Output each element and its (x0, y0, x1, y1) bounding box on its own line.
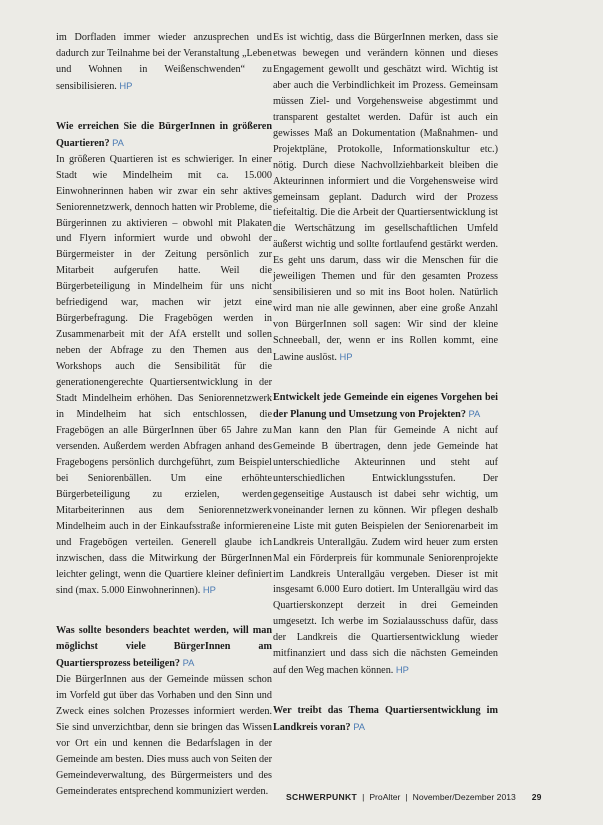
question-text: Wer treibt das Thema Quartiersentwicklung im Landkreis voran? (273, 705, 498, 734)
right-column (273, 30, 498, 736)
speaker-tag: PA (112, 136, 124, 148)
answer-text: Die BürgerInnen aus der Gemeinde müssen schon im Vorfeld gut über das Vorhaben und den Sinn und Zweck eines solchen Prozesses informiert werden. Sie sind unverzichtbar, denn sie bringen das Wissen vor Ort ein und kennen die Bedarfslagen in der Gemeinde am besten. Dies muss auch von Seiten der Gemeindeverwaltung, des Bürgermeisters und des Gemeinderates entsprechend kommuniziert werden. (56, 674, 272, 797)
interview-answer (56, 672, 272, 800)
speaker-tag: HP (119, 79, 133, 91)
speaker-tag: HP (339, 351, 353, 363)
question-text: Entwickelt jede Gemeinde ein eigenes Vorgehen bei der Planung und Umsetzung von Projekten? (273, 392, 498, 420)
left-column (56, 30, 272, 800)
answer-text: In größeren Quartieren ist es schwieriger. In einer Stadt wie Mindelheim mit ca. 15.000 Einwohnerinnen haben wir zwar ein sehr aktives Seniorennetzwerk, dennoch hatten wir Probleme, die Bürgerinnen zu aktivieren – obwohl mit Plakaten und Flyern informiert wurde und obwohl der Bürgermeister in der Zeitung persönlich zur Mitarbeit aufgerufen hatte. Weil die Bürgerbeteiligung in Mindelheim für uns nicht befriedigend war, machen wir jetzt eine Bürgerbefragung. Die Fragebögen werden in Zusammenarbeit mit der AfA erstellt und sollen neben der Abfrage zu den Themen aus den Workshops auch die Sensibilität für die generationengerechte Quartiersentwicklung in der Stadt Mindelheim erhöhen. Das Seniorennetzwerk in Mindelheim hat sich entschlossen, die Fragebögen an alle BürgerInnen über 65 Jahre zu versenden. Außerdem werden Abfragen anhand des Fragebogens persönlich durchgeführt, zum Beispiel bei Seniorenbällen. Um eine erhöhte Bürgerbeteiligung zu erzielen, werden Mitarbeiterinnen aus dem Seniorennetzwerk Mindelheim auch in der Einkaufsstraße informieren und Fragebögen verteilen. Generell glaube ich inzwischen, dass die Mitwirkung der BürgerInnen leichter gelingt, wenn die Quartiere kleiner definiert sind (max. 5.000 Einwohnerinnen). (56, 153, 272, 597)
answer-text: Man kann den Plan für Gemeinde A nicht auf Gemeinde B übertragen, denn jede Gemeinde hat unterschiedliche Akteurinnen und steht auf unterschiedlichen Entwicklungsstufen. Der gegenseitige Austausch ist dabei sehr wichtig, um voneinander lernen zu können. Wir pflegen deshalb eine Liste mit guten Beispielen der Seniorenarbeit im Landkreis Unterallgäu. Zudem wird heuer zum ersten Mal ein Förderpreis für kommunale Seniorenprojekte im Landkreis Unterallgäu vergeben. Dieser ist mit insgesamt 6.000 Euro dotiert. Im Unterallgäu wird das Quartierskonzept derzeit in drei Gemeinden umgesetzt. Ich werbe im Sozialausschuss dafür, dass der Landkreis die Quartiersentwicklung wieder mitfinanziert und dass sich die nächsten Gemeinden auf den Weg machen können. (273, 424, 498, 677)
interview-question (273, 703, 498, 736)
footer-separator: | (362, 792, 365, 802)
page-number: 29 (531, 792, 542, 802)
page-footer (286, 790, 542, 804)
interview-answer (273, 423, 498, 679)
speaker-tag: HP (395, 664, 409, 676)
speaker-tag: PA (353, 721, 366, 733)
footer-issue: November/Dezember 2013 (412, 792, 516, 802)
answer-text: im Dorfladen immer wieder anzusprechen und dadurch zur Teilnahme bei der Veranstaltung „Leben und Wohnen in Weißenschwenden“ zu sensibilisieren. (56, 32, 272, 92)
interview-answer (56, 152, 272, 600)
answer-text: Es ist wichtig, dass die BürgerInnen merken, dass sie etwas bewegen und verändern können und dieses Engagement gewollt und geschätzt wird. Wichtig ist aber auch die Verbindlichkeit im Prozess. Gemeinsam müssen Ziel- und Vorgehensweise abgestimmt und transparent gestaltet werden. Dafür ist auch ein gewisses Maß an Dokumentation (Maßnahmen- und Projektpläne, Protokolle, Informationskultur etc.) nötig. Durch diese Nachvollziehbarkeit bleiben die Akteurinnen informiert und die Vorgehensweise wird gemeinsam geplant. Dadurch wird der Prozess tiefeitaltig. Die die Arbeit der Quartiersentwicklung ist die Wertschätzung im gesellschaftlichen Umfeld äußerst wichtig und sollte fortlaufend gestärkt werden. Es geht uns darum, dass wir die Menschen für die jeweiligen Themen und für den gesamten Prozess sensibilisieren und so mit ins Boot holen. Natürlich wird man nie alle gewinnen, aber eine große Anzahl von BürgerInnen soll sagen: Wir sind der kleine Schneeball, der, wenn er ins Rollen kommt, eine Lawine auslöst. (273, 32, 498, 364)
interview-question (56, 119, 272, 152)
speaker-tag: PA (182, 657, 195, 669)
footer-magazine: ProAlter (369, 792, 401, 802)
speaker-tag: PA (468, 407, 481, 419)
question-text: Was sollte besonders beachtet werden, will man möglichst viele BürgerInnen am Quartiersprozess beteiligen? (56, 625, 272, 670)
speaker-tag: HP (202, 584, 216, 596)
footer-separator: | (405, 792, 408, 802)
footer-section: SCHWERPUNKT (286, 792, 358, 802)
interview-question (56, 623, 272, 672)
interview-question (273, 390, 498, 423)
interview-answer (56, 30, 272, 95)
interview-answer (273, 30, 498, 366)
question-text: Wie erreichen Sie die BürgerInnen in größeren Quartieren? (56, 120, 272, 149)
